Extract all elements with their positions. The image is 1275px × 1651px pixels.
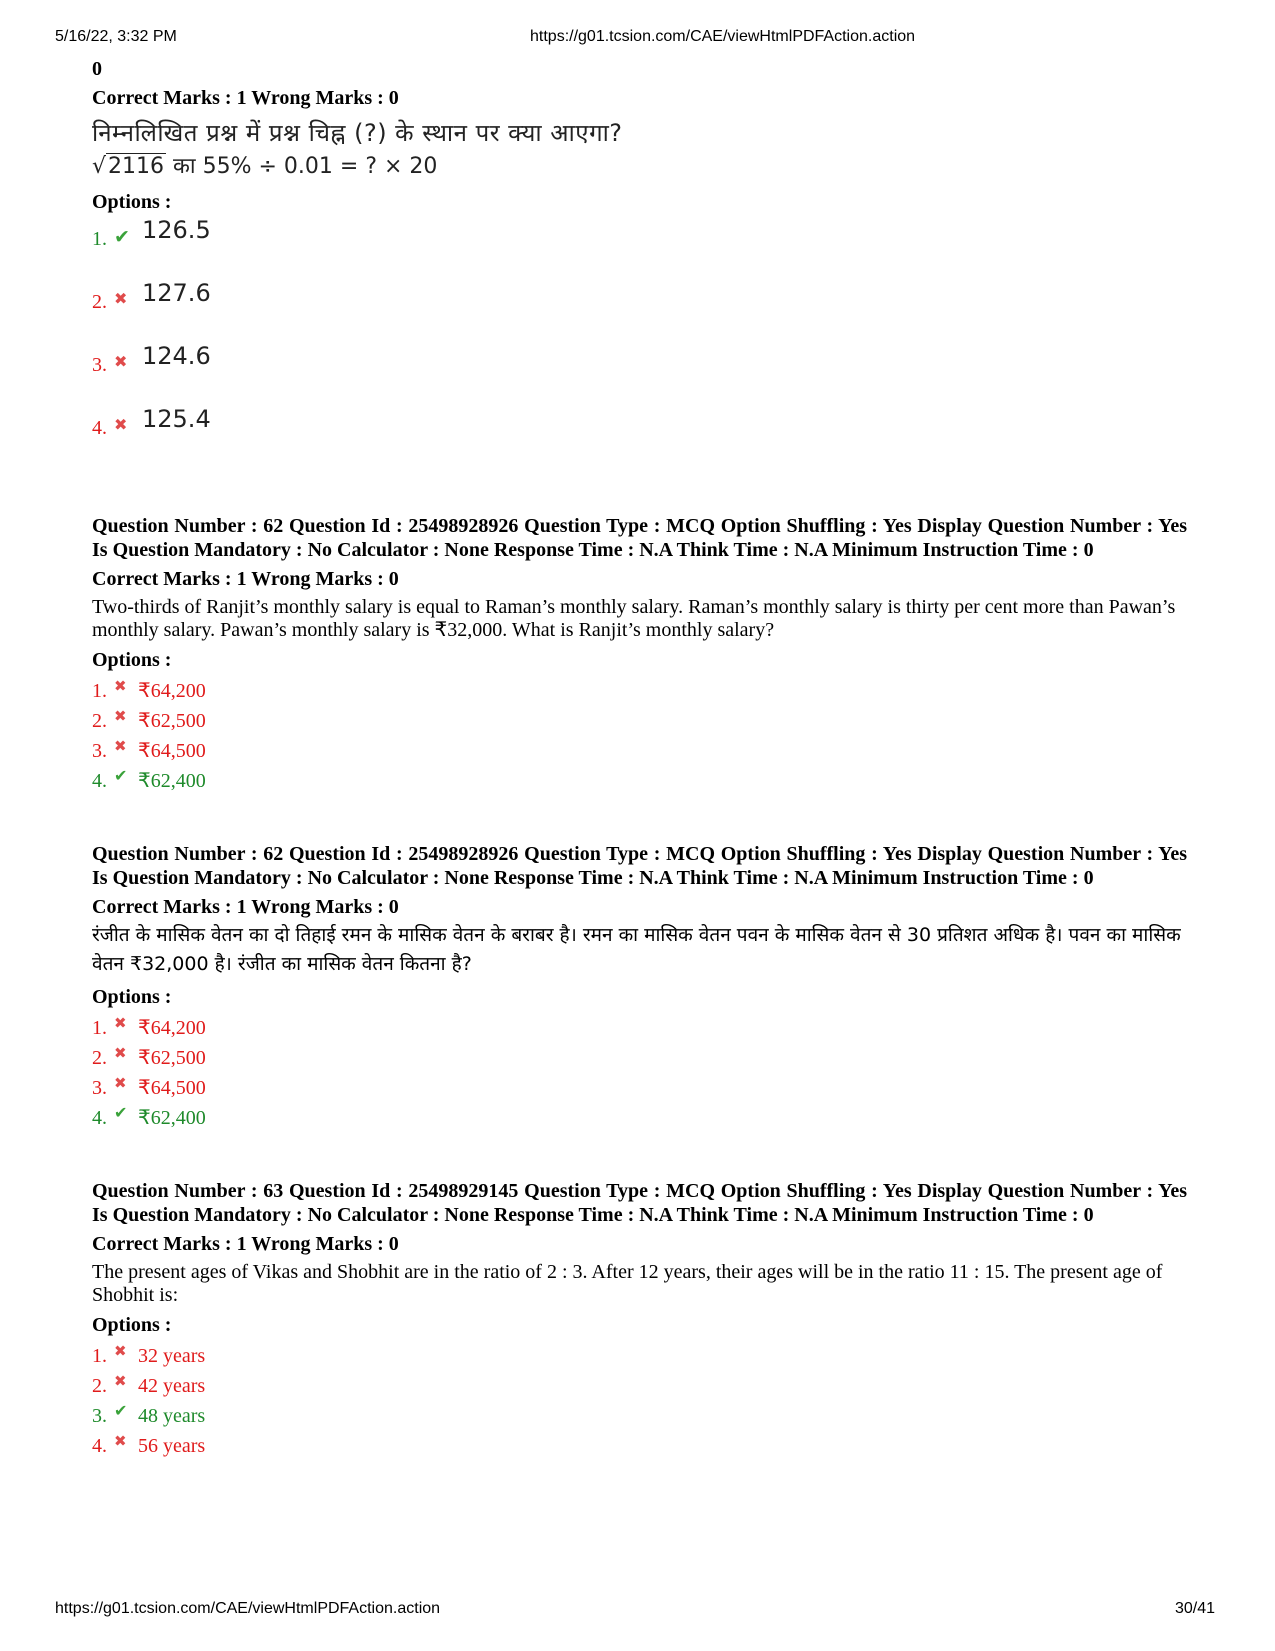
option-value: 127.6 <box>142 279 211 307</box>
option-value: ₹64,500 <box>138 1077 206 1099</box>
cross-icon: ✖ <box>114 352 128 371</box>
cross-icon: ✖ <box>114 1372 127 1390</box>
check-icon: ✔ <box>114 1103 128 1122</box>
option-item <box>92 706 1187 736</box>
cross-icon: ✖ <box>114 415 128 434</box>
option-number: 2. <box>92 710 107 732</box>
print-datetime: 5/16/22, 3:32 PM <box>55 28 177 45</box>
print-header <box>0 28 1275 52</box>
cross-icon: ✖ <box>114 289 128 308</box>
option-number: 2. <box>92 1047 107 1069</box>
option-item <box>92 1431 1187 1461</box>
question-marks: Correct Marks : 1 Wrong Marks : 0 <box>92 1233 399 1255</box>
question-marks: Correct Marks : 1 Wrong Marks : 0 <box>92 568 399 590</box>
options-list <box>92 676 1187 796</box>
cross-icon: ✖ <box>114 737 127 755</box>
options-label: Options : <box>92 191 172 213</box>
question-block <box>92 842 1187 1133</box>
questions-list <box>92 514 1187 1461</box>
check-icon: ✔ <box>114 766 128 785</box>
option-number: 1. <box>92 680 107 702</box>
option-item <box>92 1401 1187 1431</box>
cross-icon: ✖ <box>114 677 127 695</box>
option-number: 3. <box>92 740 107 762</box>
option-number: 2. <box>92 291 107 313</box>
option-value: 126.5 <box>142 216 211 244</box>
option-number: 3. <box>92 354 107 376</box>
sqrt-icon: √ <box>92 154 107 179</box>
check-icon: ✔ <box>114 1401 128 1420</box>
options-label: Options : <box>92 1314 172 1336</box>
question-text: The present ages of Vikas and Shobhit are in the ratio of 2 : 3. After 12 years, their ages will be in the ratio 11 : 15. The present age of Shobhit is: <box>92 1261 1163 1306</box>
question-marks: Correct Marks : 1 Wrong Marks : 0 <box>92 87 399 109</box>
sqrt-argument: 2116 <box>108 154 165 179</box>
option-value: ₹62,500 <box>138 710 206 732</box>
question-block <box>92 1179 1187 1461</box>
question-meta-tail: 0 <box>92 58 102 80</box>
option-number: 2. <box>92 1375 107 1397</box>
print-footer <box>0 1600 1275 1624</box>
equation-rest: का 55% ÷ 0.01 = ? × 20 <box>166 154 438 179</box>
cross-icon: ✖ <box>114 707 127 725</box>
cross-icon: ✖ <box>114 1342 127 1360</box>
option-number: 4. <box>92 417 107 439</box>
option-item <box>92 1103 1187 1133</box>
question-block-continued <box>92 57 1187 468</box>
option-number: 4. <box>92 1107 107 1129</box>
option-item <box>92 1341 1187 1371</box>
option-item <box>92 405 1187 468</box>
option-value: ₹64,200 <box>138 680 206 702</box>
options-label: Options : <box>92 649 172 671</box>
option-item <box>92 1043 1187 1073</box>
question-meta: Question Number : 62 Question Id : 25498928926 Question Type : MCQ Option Shuffling : Yes Display Question Number : Yes Is Question Mandatory : No Calculator : None Response Time : N.A Think Time : N.A Minimum Instruction Time : 0 <box>92 515 1187 561</box>
option-value: ₹64,500 <box>138 740 206 762</box>
print-url[interactable]: https://g01.tcsion.com/CAE/viewHtmlPDFAction.action <box>530 28 916 45</box>
option-item <box>92 1073 1187 1103</box>
option-item <box>92 676 1187 706</box>
option-number: 3. <box>92 1077 107 1099</box>
option-number: 4. <box>92 1435 107 1457</box>
option-item <box>92 342 1187 405</box>
question-image-text: निम्नलिखित प्रश्न में प्रश्न चिह्न (?) के स्थान पर क्या आएगा? <box>92 119 623 147</box>
footer-url[interactable]: https://g01.tcsion.com/CAE/viewHtmlPDFAction.action <box>55 1600 441 1617</box>
option-item <box>92 1013 1187 1043</box>
option-item <box>92 279 1187 342</box>
option-value: 56 years <box>138 1435 206 1457</box>
option-value: 48 years <box>138 1405 206 1427</box>
option-item <box>92 736 1187 766</box>
option-item <box>92 216 1187 279</box>
document-body <box>92 57 1187 1461</box>
option-number: 1. <box>92 228 107 250</box>
option-number: 1. <box>92 1017 107 1039</box>
options-list <box>92 216 1187 468</box>
question-text: रंजीत के मासिक वेतन का दो तिहाई रमन के मासिक वेतन के बराबर है। रमन का मासिक वेतन पवन के मासिक वेतन से 30 प्रतिशत अधिक है। पवन का मासिक वेतन ₹32,000 है। रंजीत का मासिक वेतन कितना है? <box>92 924 1181 975</box>
option-value: 32 years <box>138 1345 206 1367</box>
question-meta: Question Number : 63 Question Id : 25498929145 Question Type : MCQ Option Shuffling : Yes Display Question Number : Yes Is Question Mandatory : No Calculator : None Response Time : N.A Think Time : N.A Minimum Instruction Time : 0 <box>92 1180 1187 1226</box>
page-number: 30/41 <box>1175 1600 1216 1617</box>
option-item <box>92 766 1187 796</box>
option-number: 3. <box>92 1405 107 1427</box>
option-number: 4. <box>92 770 107 792</box>
question-meta: Question Number : 62 Question Id : 25498928926 Question Type : MCQ Option Shuffling : Yes Display Question Number : Yes Is Question Mandatory : No Calculator : None Response Time : N.A Think Time : N.A Minimum Instruction Time : 0 <box>92 843 1187 889</box>
question-marks: Correct Marks : 1 Wrong Marks : 0 <box>92 896 399 918</box>
options-list <box>92 1341 1187 1461</box>
option-number: 1. <box>92 1345 107 1367</box>
check-icon: ✔ <box>114 226 130 248</box>
options-label: Options : <box>92 986 172 1008</box>
question-text: Two-thirds of Ranjit’s monthly salary is equal to Raman’s monthly salary. Raman’s monthly salary is thirty per cent more than Pawan’s monthly salary. Pawan’s monthly salary is ₹32,000. What is Ranjit’s monthly salary? <box>92 596 1176 641</box>
cross-icon: ✖ <box>114 1014 127 1032</box>
options-list <box>92 1013 1187 1133</box>
question-block <box>92 514 1187 796</box>
option-value: ₹62,400 <box>138 770 206 792</box>
cross-icon: ✖ <box>114 1044 127 1062</box>
option-item <box>92 1371 1187 1401</box>
cross-icon: ✖ <box>114 1432 127 1450</box>
cross-icon: ✖ <box>114 1074 127 1092</box>
option-value: ₹62,400 <box>138 1107 206 1129</box>
question-image-equation <box>92 150 1187 184</box>
option-value: ₹64,200 <box>138 1017 206 1039</box>
option-value: 124.6 <box>142 342 211 370</box>
option-value: 125.4 <box>142 405 211 433</box>
option-value: ₹62,500 <box>138 1047 206 1069</box>
option-value: 42 years <box>138 1375 206 1397</box>
